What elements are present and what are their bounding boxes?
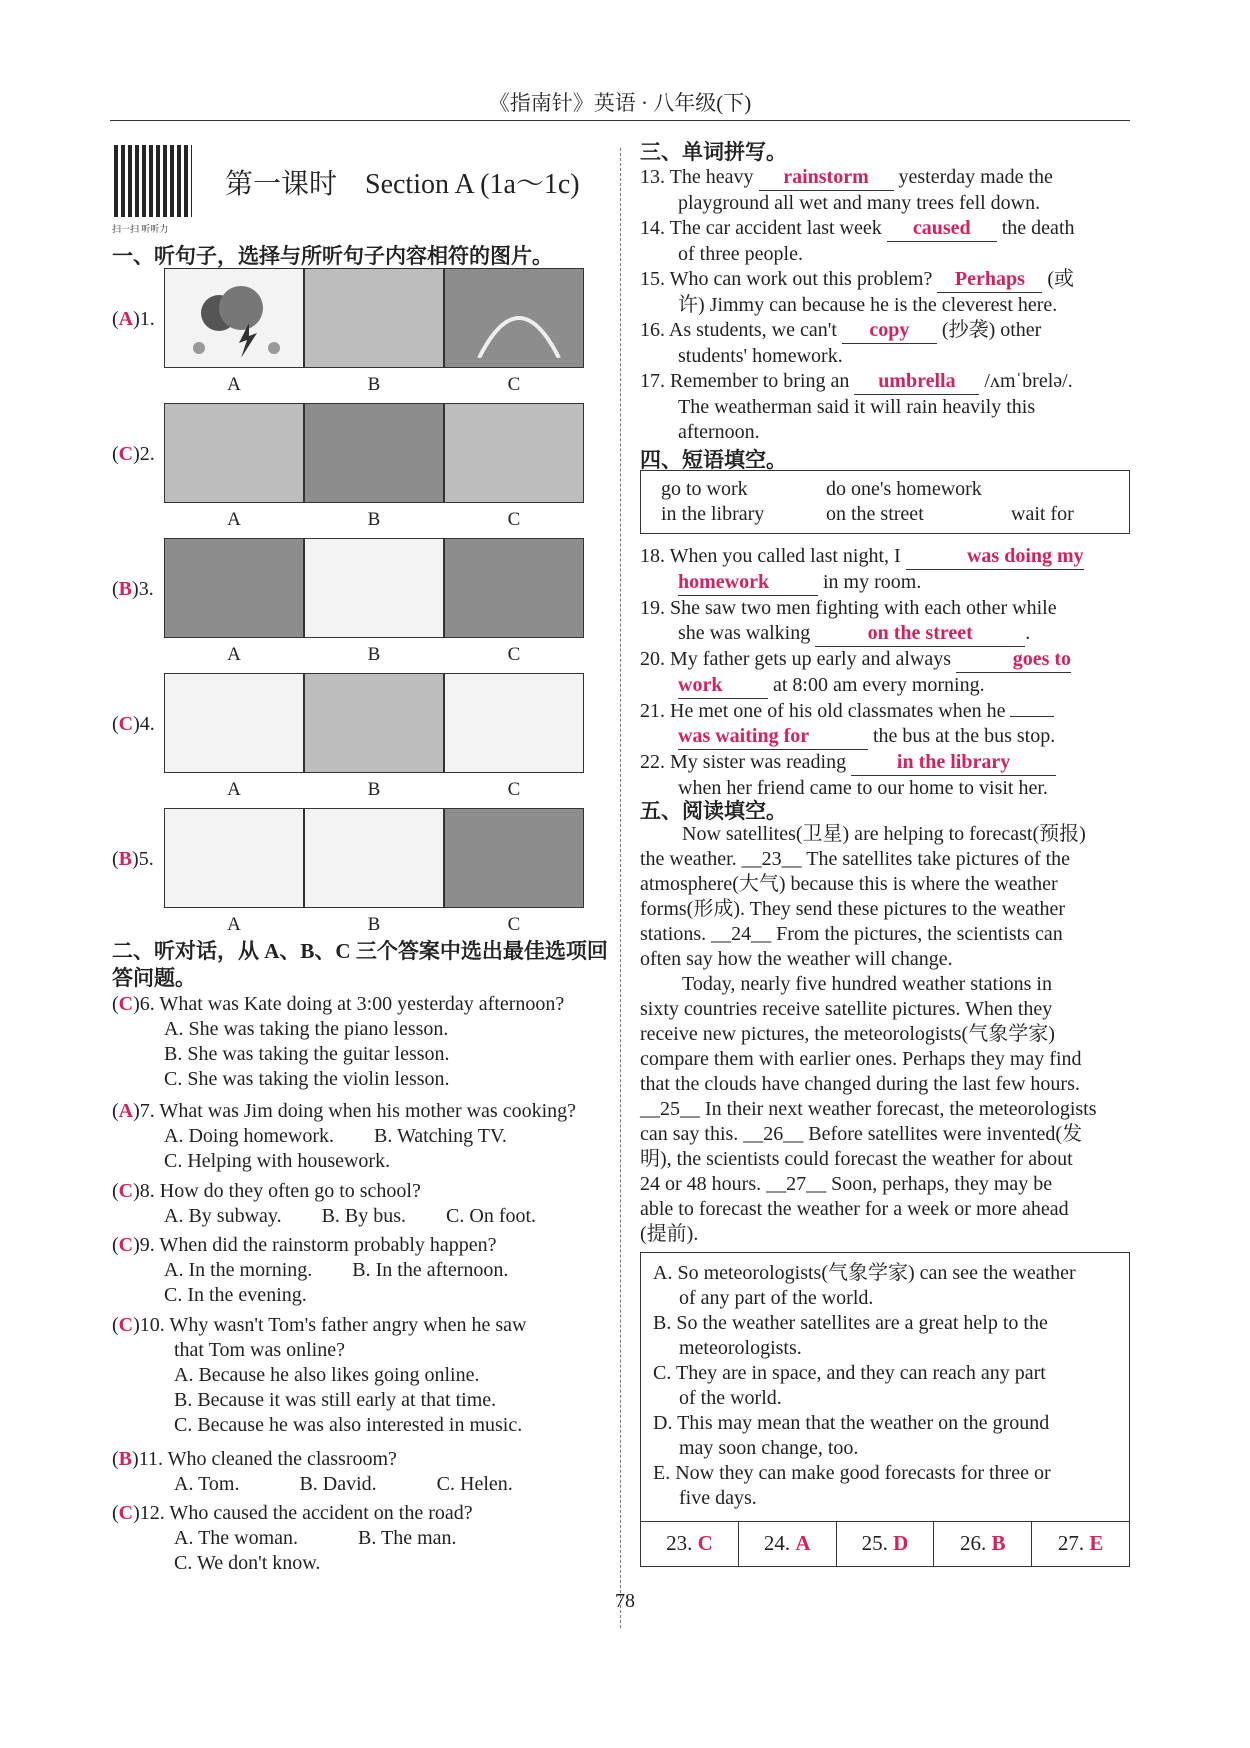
option-text: B. So the weather satellites are a great help to the — [653, 1312, 1048, 1334]
answer-cell — [641, 1522, 739, 1566]
label-b: B — [367, 779, 381, 800]
option-text: C. She was taking the violin lesson. — [164, 1068, 450, 1090]
option-text: A. Because he also likes going online. — [174, 1364, 480, 1386]
question-text: afternoon. — [678, 421, 760, 443]
passage-line: 24 or 48 hours. __27__ Soon, perhaps, they may be — [640, 1173, 1053, 1195]
question-text: 17. Remember to bring an — [640, 370, 855, 392]
picture-question-row: (B)3. A B C — [112, 538, 592, 673]
option-text: five days. — [679, 1487, 757, 1509]
phrase-item: on the street — [826, 503, 924, 525]
foggy-street-picture[interactable] — [304, 268, 444, 368]
phrase-item: do one's homework — [826, 478, 982, 500]
question-text: students' homework. — [678, 345, 843, 367]
phrase-item: in the library — [661, 503, 765, 525]
option-text: B. She was taking the guitar lesson. — [164, 1043, 450, 1065]
listening-question: (C)10. Why wasn't Tom's father angry when he saw that Tom was online? A. Because he also likes going online. B. Because it was still early at that time. C. Because he was also interested in music. — [112, 1313, 612, 1447]
option-text: of any part of the world. — [679, 1287, 874, 1309]
answer-mark: C — [118, 993, 134, 1015]
question-number: 1. — [139, 308, 155, 330]
answer-mark: D — [893, 1531, 909, 1555]
listening-question: (C)12. Who caused the accident on the road? A. The woman. B. The man. C. We don't know. — [112, 1501, 612, 1581]
answer-mark: B — [118, 1448, 133, 1470]
question-text: 12. Who caused the accident on the road? — [139, 1502, 473, 1524]
passage-line: __25__ In their next weather forecast, the meteorologists — [640, 1098, 1097, 1120]
answer-blank[interactable]: Perhaps — [937, 267, 1042, 293]
spelling-question — [640, 369, 1130, 395]
question-text: (或 — [1042, 268, 1075, 290]
sleeping-boy-picture[interactable] — [444, 808, 584, 908]
option-text: A. The woman. B. The man. — [174, 1527, 457, 1549]
option-text: may soon change, too. — [679, 1437, 859, 1459]
question-text: 许) Jimmy can because he is the cleverest here. — [678, 294, 1058, 316]
option-text: A. Doing homework. B. Watching TV. — [164, 1125, 507, 1147]
question-text: she was walking — [678, 622, 816, 644]
question-text: 18. When you called last night, I — [640, 545, 906, 567]
spelling-question — [640, 216, 1130, 242]
option-text: D. This may mean that the weather on the ground — [653, 1412, 1050, 1434]
passage-line: often say how the weather will change. — [640, 948, 953, 970]
answer-mark: C — [118, 1314, 134, 1336]
answer-mark: C — [118, 713, 134, 735]
question-text: 20. My father gets up early and always — [640, 648, 957, 670]
option-text: A. By subway. B. By bus. C. On foot. — [164, 1205, 537, 1227]
weather-icons-picture[interactable] — [164, 268, 304, 368]
question-text: 13. The heavy — [640, 166, 759, 188]
answer-blank[interactable]: rainstorm — [759, 165, 894, 191]
question-text: (抄袭) other — [936, 319, 1042, 341]
picture-question-row: (B)5. A B C — [112, 808, 592, 943]
answer-blank[interactable]: was doing my — [906, 544, 1084, 570]
office-person-picture[interactable] — [444, 403, 584, 503]
answer-cell — [837, 1522, 935, 1566]
answer-blank[interactable] — [1010, 716, 1054, 717]
answer-mark: A — [118, 308, 134, 330]
answer-mark: A — [795, 1531, 811, 1555]
part2-heading: 二、听对话，从 A、B、C 三个答案中选出最佳选项回 — [112, 939, 608, 963]
picture-labels — [164, 779, 584, 801]
answer-blank[interactable]: in the library — [851, 750, 1056, 776]
question-text: /ʌmˈbrelə/. — [979, 370, 1073, 392]
answer-number: 23. — [666, 1531, 693, 1555]
question-text: 10. Why wasn't Tom's father angry when he saw — [139, 1314, 527, 1336]
passage-line: Today, nearly five hundred weather stations in — [682, 973, 1052, 995]
answer-number: 25. — [861, 1531, 888, 1555]
passage-line: atmosphere(大气) because this is where the weather — [640, 873, 1058, 895]
answer-mark: C — [118, 1502, 134, 1524]
option-text: C. We don't know. — [174, 1552, 321, 1574]
listening-question: (C)8. How do they often go to school? A. By subway. B. By bus. C. On foot. — [112, 1179, 612, 1233]
part2-questions — [112, 992, 612, 1581]
listening-question: (C)9. When did the rainstorm probably happen? A. In the morning. B. In the afternoon. C. In the evening. — [112, 1233, 612, 1313]
picture-set — [164, 808, 584, 908]
question-text: The weatherman said it will rain heavily this — [678, 396, 1036, 418]
question-text: . — [1025, 622, 1031, 644]
answer-mark: C — [118, 1180, 134, 1202]
part5-heading: 五、阅读填空。 — [640, 799, 787, 823]
question-text: 11. Who cleaned the classroom? — [138, 1448, 397, 1470]
answer-mark: C — [697, 1531, 713, 1555]
question-number: 3. — [138, 578, 154, 600]
qr-code-icon[interactable] — [114, 145, 192, 217]
question-text: the death — [996, 217, 1075, 239]
picture-labels — [164, 374, 584, 396]
label-b: B — [367, 509, 381, 530]
label-c: C — [507, 374, 521, 395]
question-text: 9. When did the rainstorm probably happen? — [139, 1234, 497, 1256]
label-a: A — [227, 914, 241, 935]
option-text: meteorologists. — [679, 1337, 802, 1359]
spelling-question — [640, 318, 1130, 344]
lesson-title: 第一课时 Section A (1a～1c) — [225, 169, 580, 200]
option-text: E. Now they can make good forecasts for three or — [653, 1462, 1051, 1484]
answer-mark: E — [1089, 1531, 1104, 1555]
answer-blank[interactable]: work — [678, 673, 768, 699]
picture-question-row: (C)2. A B C — [112, 403, 592, 538]
option-text: of the world. — [679, 1387, 782, 1409]
passage-line: able to forecast the weather for a week or more ahead — [640, 1198, 1069, 1220]
answer-mark: A — [118, 1100, 134, 1122]
listening-question: (C)6. What was Kate doing at 3:00 yesterday afternoon? A. She was taking the piano lesson. B. She was taking the guitar lesson. C. She was taking the violin lesson. — [112, 992, 612, 1099]
part4-heading: 四、短语填空。 — [640, 448, 787, 472]
answer-cell — [1032, 1522, 1129, 1566]
answer-mark: C — [118, 1234, 134, 1256]
passage-line: sixty countries receive satellite pictures. When they — [640, 998, 1053, 1020]
passage-line: Now satellites(卫星) are helping to forecast(预报) — [682, 823, 1086, 845]
answer-blank[interactable]: caused — [887, 216, 997, 242]
question-text: 21. He met one of his old classmates when he — [640, 700, 1006, 722]
label-a: A — [227, 374, 241, 395]
motorbike-umbrella-picture[interactable] — [304, 538, 444, 638]
passage-line: that the clouds have changed during the last few hours. — [640, 1073, 1080, 1095]
label-b: B — [367, 374, 381, 395]
answer-mark: C — [118, 443, 134, 465]
question-text: in my room. — [818, 571, 922, 593]
phrase-box — [640, 470, 1130, 534]
answer-mark: B — [118, 848, 133, 870]
option-text: A. Tom. B. David. C. Helen. — [174, 1473, 513, 1495]
page-number: 78 — [615, 1590, 635, 1612]
question-number: 2. — [139, 443, 155, 465]
question-text: 6. What was Kate doing at 3:00 yesterday afternoon? — [139, 993, 565, 1015]
part1-heading: 一、听句子，选择与所听句子内容相符的图片。 — [112, 244, 553, 268]
passage-line: can say this. __26__ Before satellites were invented(发 — [640, 1123, 1083, 1145]
label-b: B — [367, 914, 381, 935]
label-a: A — [227, 644, 241, 665]
answer-mark: B — [991, 1531, 1006, 1555]
answer-number: 27. — [1057, 1531, 1085, 1555]
part3-spelling — [640, 140, 1130, 445]
label-c: C — [507, 509, 521, 530]
reading-answer-table — [640, 1521, 1130, 1567]
option-text: C. They are in space, and they can reach any part — [653, 1362, 1046, 1384]
reading-passage — [640, 822, 1130, 1247]
question-number: 4. — [139, 713, 155, 735]
option-text: A. So meteorologists(气象学家) can see the weather — [653, 1262, 1076, 1284]
option-text: A. She was taking the piano lesson. — [164, 1018, 449, 1040]
option-text: that Tom was online? — [174, 1339, 345, 1361]
question-text: 22. My sister was reading — [640, 751, 852, 773]
storm-person-picture[interactable] — [304, 403, 444, 503]
option-text: A. In the morning. B. In the afternoon. — [164, 1259, 509, 1281]
answer-cell — [739, 1522, 837, 1566]
picture-set — [164, 268, 584, 368]
label-c: C — [507, 779, 521, 800]
option-text: C. Because he was also interested in music. — [174, 1414, 523, 1436]
passage-line: (提前). — [640, 1223, 699, 1245]
basketball-shoes-picture[interactable] — [304, 673, 444, 773]
picture-set — [164, 673, 584, 773]
page-header: 《指南针》英语 · 八年级(下) — [110, 88, 1130, 121]
question-text: 19. She saw two men fighting with each other while — [640, 597, 1057, 619]
picture-labels — [164, 509, 584, 531]
passage-line: 明), the scientists could forecast the weather for about — [640, 1148, 1073, 1170]
question-text: playground all wet and many trees fell down. — [678, 192, 1041, 214]
passage-line: the weather. __23__ The satellites take pictures of the — [640, 848, 1071, 870]
passage-line: forms(形成). They send these pictures to the weather — [640, 898, 1066, 920]
answer-blank[interactable]: umbrella — [854, 369, 979, 395]
phrase-item: wait for — [1011, 503, 1074, 525]
question-text: at 8:00 am every morning. — [768, 674, 985, 696]
answer-blank[interactable]: goes to — [956, 647, 1071, 673]
label-c: C — [507, 644, 521, 665]
answer-blank[interactable]: on the street — [815, 621, 1025, 647]
answer-mark: B — [118, 578, 133, 600]
picture-question-row: (A)1. A B C — [112, 268, 592, 403]
reading-options-box — [640, 1252, 1130, 1522]
passage-line: compare them with earlier ones. Perhaps they may find — [640, 1048, 1082, 1070]
part2-heading-cont: 答问题。 — [112, 966, 196, 990]
label-c: C — [507, 914, 521, 935]
question-number: 5. — [138, 848, 154, 870]
question-text: 14. The car accident last week — [640, 217, 887, 239]
listening-question: (B)11. Who cleaned the classroom? A. Tom. B. David. C. Helen. — [112, 1447, 612, 1501]
part3-heading: 三、单词拼写。 — [640, 140, 787, 164]
picture-set — [164, 538, 584, 638]
falling-person-picture[interactable] — [164, 403, 304, 503]
question-text: 15. Who can work out this problem? — [640, 268, 938, 290]
picture-labels — [164, 914, 584, 936]
question-text: 7. What was Jim doing when his mother was cooking? — [139, 1100, 577, 1122]
rainbow-picture[interactable] — [444, 268, 584, 368]
answer-blank[interactable]: was waiting for — [678, 724, 868, 750]
question-text: 16. As students, we can't — [640, 319, 842, 341]
qr-caption: 扫一扫 听听力 — [112, 224, 169, 234]
question-text: of three people. — [678, 243, 803, 265]
label-b: B — [367, 644, 381, 665]
passage-line: stations. __24__ From the pictures, the scientists can — [640, 923, 1063, 945]
picture-set — [164, 403, 584, 503]
label-a: A — [227, 779, 241, 800]
option-text: B. Because it was still early at that time. — [174, 1389, 497, 1411]
question-text: when her friend came to our home to visit her. — [678, 777, 1048, 799]
girl-walking-road-picture[interactable] — [444, 538, 584, 638]
question-text: the bus at the bus stop. — [868, 725, 1056, 747]
answer-blank[interactable]: copy — [842, 318, 937, 344]
column-divider — [620, 148, 621, 1628]
boy-writing-picture[interactable] — [304, 808, 444, 908]
option-text: C. Helping with housework. — [164, 1150, 391, 1172]
phrase-item: go to work — [661, 478, 748, 500]
answer-number: 26. — [960, 1531, 987, 1555]
spelling-question — [640, 267, 1130, 293]
picture-labels — [164, 644, 584, 666]
answer-cell — [934, 1522, 1032, 1566]
option-text: C. In the evening. — [164, 1284, 307, 1306]
label-a: A — [227, 509, 241, 530]
passage-line: receive new pictures, the meteorologists(气象学家) — [640, 1023, 1055, 1045]
part4-questions — [640, 544, 1130, 801]
listening-question: (A)7. What was Jim doing when his mother was cooking? A. Doing homework. B. Watching TV. C. Helping with housework. — [112, 1099, 612, 1179]
answer-number: 24. — [763, 1531, 791, 1555]
running-girl-picture[interactable] — [164, 808, 304, 908]
question-text: yesterday made the — [893, 166, 1053, 188]
question-text: 8. How do they often go to school? — [139, 1180, 421, 1202]
answer-blank[interactable]: homework — [678, 570, 818, 596]
picture-question-row: (C)4. A B C — [112, 673, 592, 808]
guitar-children-picture[interactable] — [164, 673, 304, 773]
spelling-question — [640, 165, 1130, 191]
playground-kids-picture[interactable] — [444, 673, 584, 773]
student-backpack-picture[interactable] — [164, 538, 304, 638]
